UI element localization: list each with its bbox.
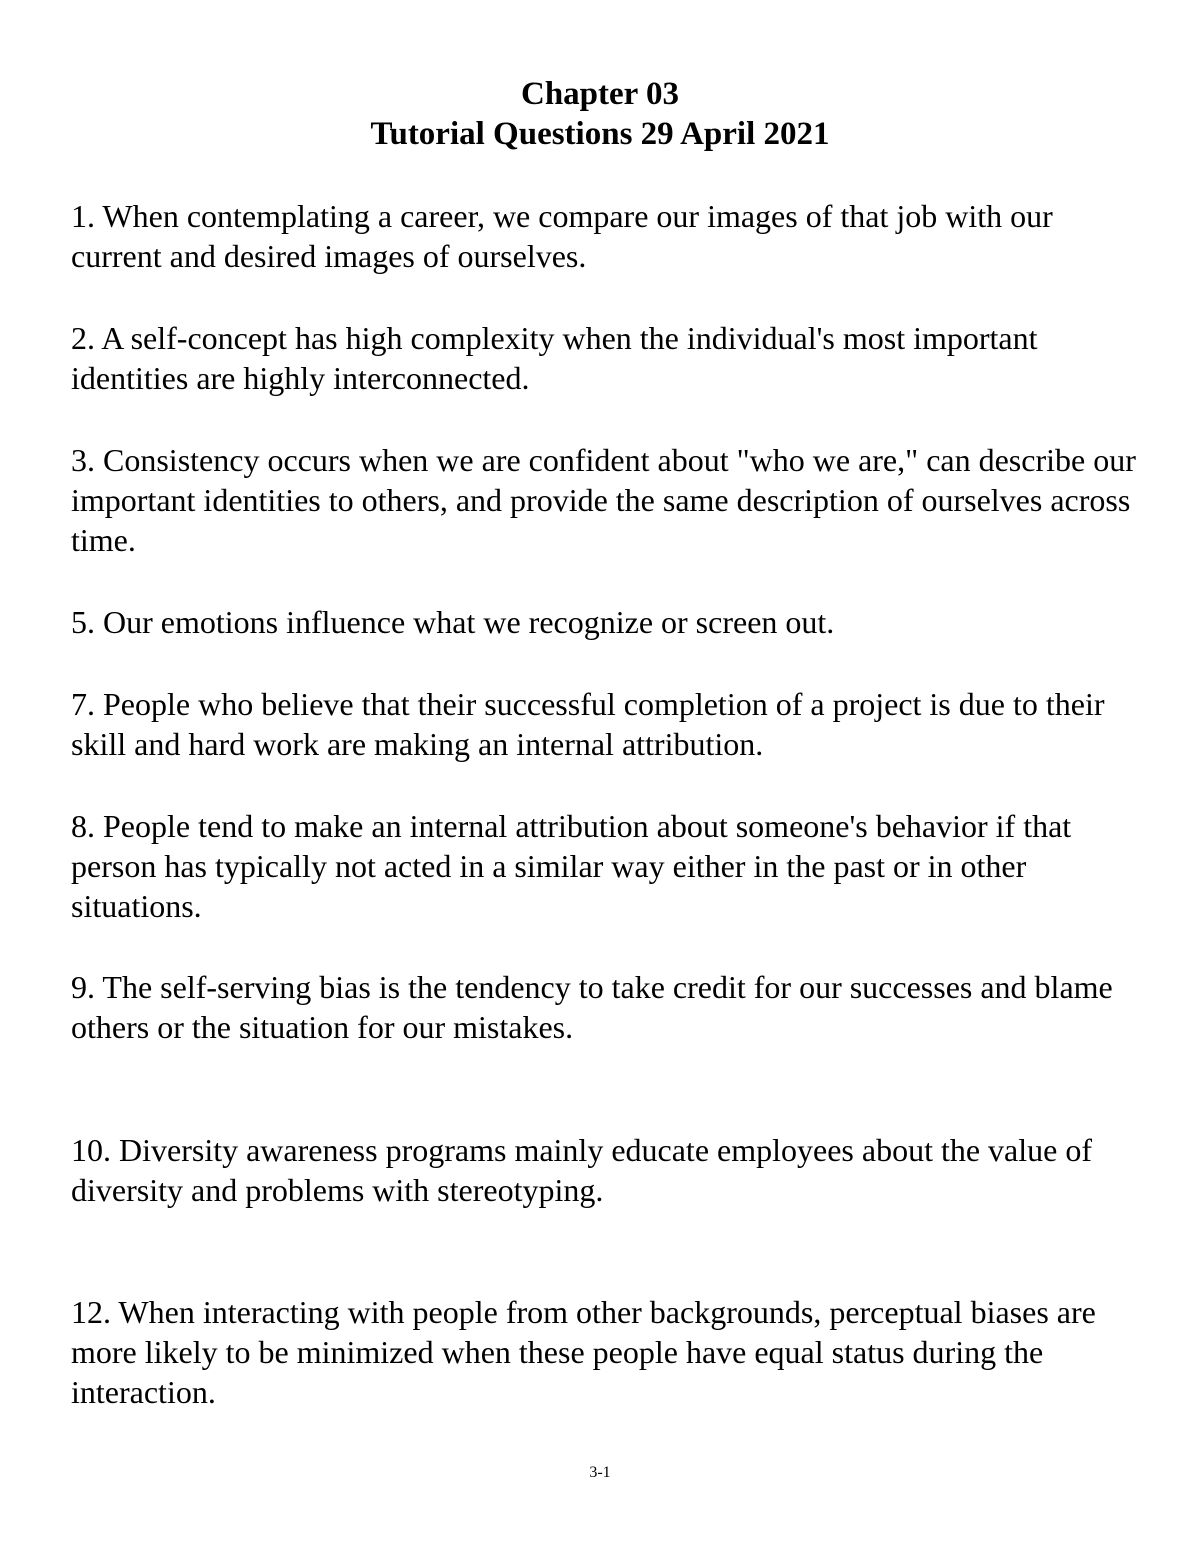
question-item: 7. People who believe that their successful completion of a project is due to their skill and hard work are making an internal attribution. xyxy=(71,686,1105,762)
question-item: 1. When contemplating a career, we compare our images of that job with our current and desired images of ourselves. xyxy=(71,198,1053,274)
page-title xyxy=(0,74,1200,154)
question-item: 10. Diversity awareness programs mainly educate employees about the value of diversity and problems with stereotyping. xyxy=(71,1132,1092,1208)
question-item: 3. Consistency occurs when we are confident about "who we are," can describe our important identities to others, and provide the same description of ourselves across time. xyxy=(71,442,1136,558)
page-number: 3-1 xyxy=(589,1464,611,1481)
question-item: 8. People tend to make an internal attribution about someone's behavior if that person has typically not acted in a similar way either in the past or in other situations. xyxy=(71,808,1072,924)
question-item: 5. Our emotions influence what we recognize or screen out. xyxy=(71,604,835,640)
tutorial-heading: Tutorial Questions 29 April 2021 xyxy=(370,116,830,152)
question-item: 9. The self-serving bias is the tendency to take credit for our successes and blame others or the situation for our mistakes. xyxy=(71,969,1113,1045)
question-item: 2. A self-concept has high complexity when the individual's most important identities are highly interconnected. xyxy=(71,320,1038,396)
question-item: 12. When interacting with people from other backgrounds, perceptual biases are more likely to be minimized when these people have equal status during the interaction. xyxy=(71,1294,1096,1410)
chapter-heading: Chapter 03 xyxy=(521,76,679,112)
